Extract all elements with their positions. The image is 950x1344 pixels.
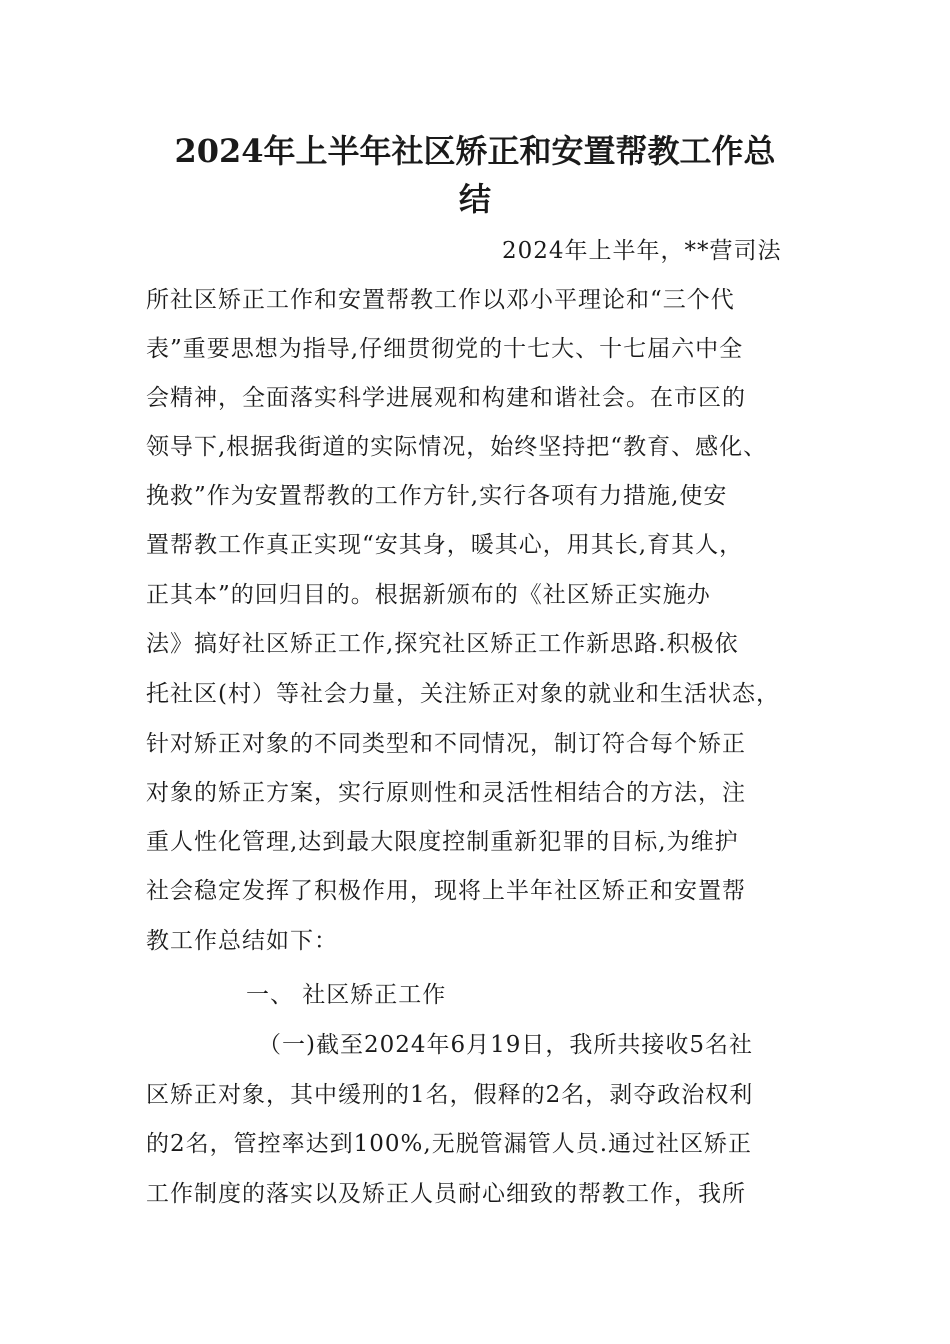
body-line: 托社区(村）等社会力量，关注矫正对象的就业和生活状态， — [146, 681, 780, 707]
body-line: 的2名，管控率达到100%,无脱管漏管人员.通过社区矫正 — [146, 1131, 753, 1157]
body-line: 重人性化管理,达到最大限度控制重新犯罪的目标,为维护 — [146, 829, 739, 855]
body-line: 区矫正对象，其中缓刑的1名，假释的2名，剥夺政治权利 — [146, 1082, 754, 1108]
body-line: 2024年上半年，**营司法 — [502, 238, 782, 264]
body-line: 所社区矫正工作和安置帮教工作以邓小平理论和“三个代 — [146, 287, 735, 313]
section-heading: 一、 社区矫正工作 — [246, 982, 447, 1008]
body-line: 教工作总结如下： — [146, 928, 338, 954]
body-line: 针对矫正对象的不同类型和不同情况，制订符合每个矫正 — [146, 731, 746, 757]
body-line: 正其本”的回归目的。根据新颁布的《社区矫正实施办 — [146, 582, 711, 608]
document-title-line-1: 2024年上半年社区矫正和安置帮教工作总 — [174, 132, 776, 170]
body-line: 会精神，全面落实科学进展观和构建和谐社会。在市区的 — [146, 385, 746, 411]
body-line: 法》搞好社区矫正工作,探究社区矫正工作新思路.积极依 — [146, 631, 739, 657]
body-line: 对象的矫正方案，实行原则性和灵活性相结合的方法，注 — [146, 780, 746, 806]
body-line: 置帮教工作真正实现“安其身，暖其心，用其长,育其人， — [146, 532, 744, 558]
body-line: 领导下,根据我街道的实际情况，始终坚持把“教育、感化、 — [146, 434, 768, 460]
body-line: 挽救”作为安置帮教的工作方针,实行各项有力措施,使安 — [146, 483, 728, 509]
body-line: （一)截至2024年6月19日，我所共接收5名社 — [258, 1032, 754, 1058]
body-line: 社会稳定发挥了积极作用，现将上半年社区矫正和安置帮 — [146, 878, 746, 904]
document-title-line-2: 结 — [458, 180, 491, 218]
body-line: 工作制度的落实以及矫正人员耐心细致的帮教工作，我所 — [146, 1181, 746, 1207]
body-line: 表”重要思想为指导,仔细贯彻党的十七大、十七届六中全 — [146, 336, 744, 362]
